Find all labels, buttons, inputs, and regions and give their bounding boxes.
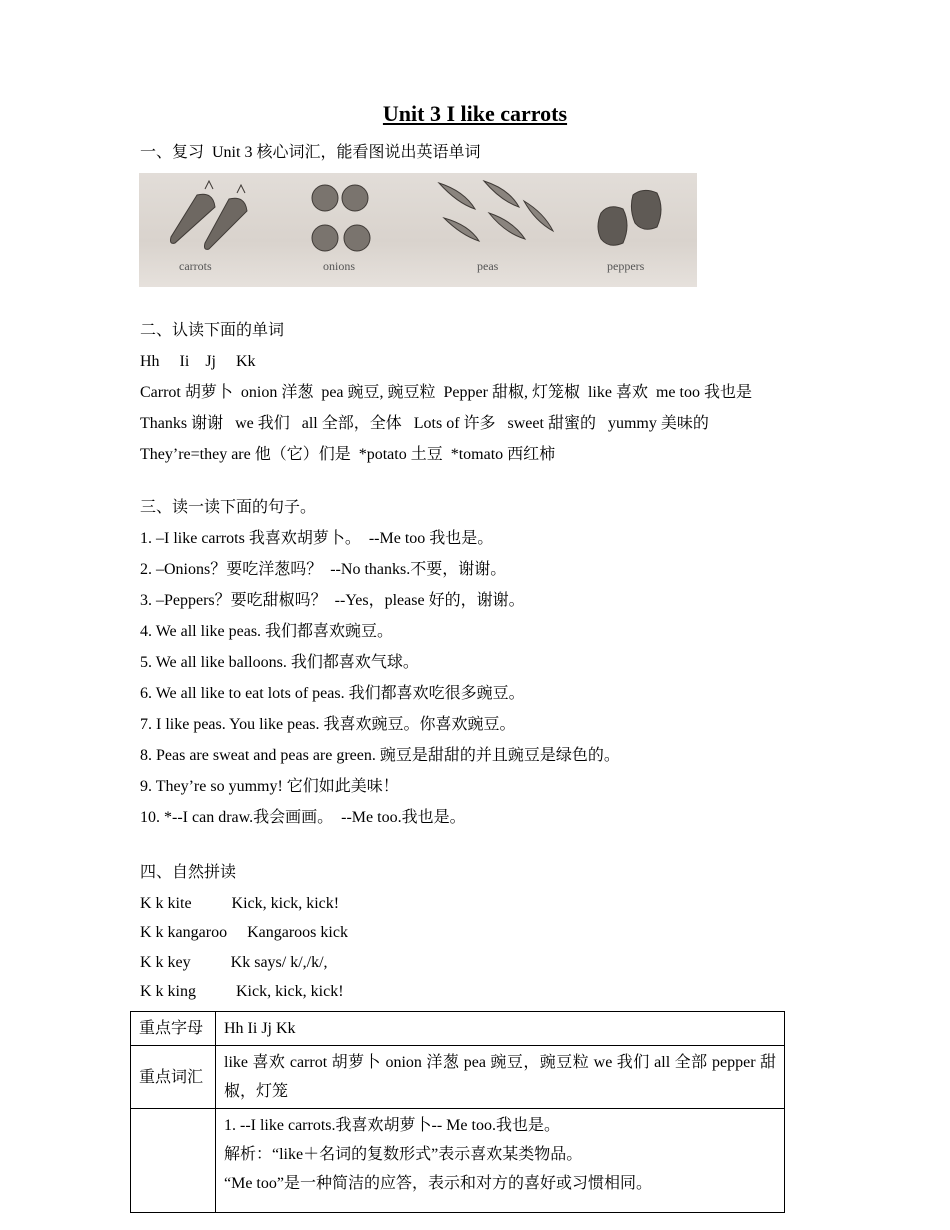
sentence-item: 7. I like peas. You like peas. 我喜欢豌豆。你喜欢豌豆。 xyxy=(140,716,516,733)
sentence-item: 9. They’re so yummy! 它们如此美味！ xyxy=(140,778,399,795)
image-label-peppers: peppers xyxy=(607,259,645,273)
vocab-line: Thanks 谢谢 we 我们 all 全部，全体 Lots of 许多 sweet 甜蜜的 yummy 美味的 xyxy=(140,415,709,432)
peppers-drawing xyxy=(598,190,661,245)
onions-drawing xyxy=(312,185,370,251)
image-label-peas: peas xyxy=(477,259,499,273)
section2-heading: 二、认读下面的单词 xyxy=(140,322,285,339)
phonics-line: K k kangaroo Kangaroos kick xyxy=(140,924,348,941)
section1-heading: 一、复习 Unit 3 核心词汇，能看图说出英语单词 xyxy=(140,144,481,161)
row-label-sentences xyxy=(131,1109,216,1213)
phonics-line: K k king Kick, kick, kick! xyxy=(140,983,344,1000)
table-row xyxy=(131,1046,785,1109)
section3-heading: 三、读一读下面的句子。 xyxy=(140,499,317,516)
sentence-item: 8. Peas are sweat and peas are green. 豌豆是甜甜的并且豌豆是绿色的。 xyxy=(140,747,620,764)
sentence-item: 3. –Peppers？要吃甜椒吗？ --Yes，please 好的，谢谢。 xyxy=(140,592,525,609)
sentence-analysis: 解析：“like＋名词的复数形式”表示喜欢某类物品。 xyxy=(224,1146,583,1163)
carrots-drawing xyxy=(171,181,248,249)
row-content-vocab: like 喜欢 carrot 胡萝卜 onion 洋葱 pea 豌豆，豌豆粒 we 我们 all 全部 pepper 甜椒，灯笼 xyxy=(216,1046,785,1109)
sentence-item: 6. We all like to eat lots of peas. 我们都喜欢吃很多豌豆。 xyxy=(140,685,525,702)
peas-drawing xyxy=(439,181,553,241)
letters-line: Hh Ii Jj Kk xyxy=(140,353,256,370)
image-label-carrots: carrots xyxy=(179,259,212,273)
image-label-onions: onions xyxy=(323,259,356,273)
phonics-line: K k key Kk says/ k/,/k/, xyxy=(140,954,328,971)
vegetable-illustration xyxy=(139,173,697,287)
phonics-line: K k kite Kick, kick, kick! xyxy=(140,895,340,912)
vocab-line: Carrot 胡萝卜 onion 洋葱 pea 豌豆, 豌豆粒 Pepper 甜椒, 灯笼椒 like 喜欢 me too 我也是 xyxy=(140,384,752,401)
summary-table xyxy=(130,1011,785,1213)
sentence-analysis: “Me too”是一种简洁的应答，表示和对方的喜好或习惯相同。 xyxy=(224,1175,652,1192)
vocab-line: They’re=they are 他（它）们是 *potato 土豆 *tomato 西红柿 xyxy=(140,446,556,463)
sentence-item: 5. We all like balloons. 我们都喜欢气球。 xyxy=(140,654,419,671)
key-sentence: 1. --I like carrots.我喜欢胡萝卜-- Me too.我也是。 xyxy=(224,1117,560,1134)
row-label-letters: 重点字母 xyxy=(131,1012,216,1046)
sentence-item: 10. *--I can draw.我会画画。 --Me too.我也是。 xyxy=(140,809,466,826)
sentence-item: 4. We all like peas. 我们都喜欢豌豆。 xyxy=(140,623,394,640)
table-row xyxy=(131,1012,785,1046)
row-content-letters: Hh Ii Jj Kk xyxy=(216,1012,785,1046)
row-content-sentences xyxy=(216,1109,785,1213)
table-row xyxy=(131,1109,785,1213)
sentence-item: 1. –I like carrots 我喜欢胡萝卜。 --Me too 我也是。 xyxy=(140,530,494,547)
page-title: Unit 3 I like carrots xyxy=(382,101,568,126)
row-label-vocab: 重点词汇 xyxy=(131,1046,216,1109)
section4-heading: 四、自然拼读 xyxy=(140,864,237,881)
sentence-item: 2. –Onions？要吃洋葱吗？ --No thanks.不要，谢谢。 xyxy=(140,561,507,578)
